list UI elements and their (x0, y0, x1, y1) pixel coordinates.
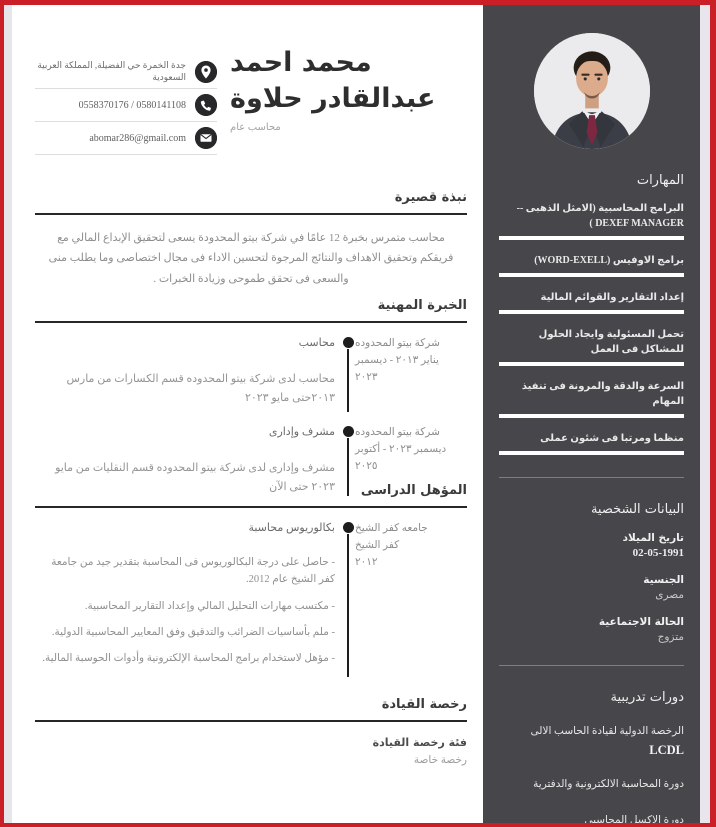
skill-item: السرعة والدقة والمرونة فى تنفيذ المهام (499, 379, 684, 418)
course-item: دورة المحاسبة الالكترونية والدفترية (533, 778, 684, 790)
summary-text: محاسب متمرس بخبرة 12 عامًا في شركة بيتو المحدودة يسعى لتحقيق الإبداع المالي مع فريقكم وتحقيق الاهداف والنتائج المرجوة لتحسين الاداء فى مجال اختصاصى وما يطلب منى والسعى فى تحقق طموحى وزيادة الخبرات . (48, 232, 454, 285)
nationality-value: مصرى (655, 590, 684, 601)
education-bullet: - مكتسب مهارات التحليل المالي وإعداد التقارير المحاسبية. (39, 598, 335, 615)
job-role: محاسب (298, 337, 335, 349)
skill-level-bar (499, 451, 684, 455)
skill-item: تحمل المسئولية وايجاد الحلول للمشاكل فى العمل (499, 327, 684, 366)
personal-item (499, 532, 684, 559)
phone-icon (195, 94, 217, 116)
university-name: جامعه كفر الشيخ (355, 523, 428, 534)
skill-level-bar (499, 414, 684, 418)
license-category-label: فئة رخصة القيادة (372, 736, 467, 749)
right-margin-strip (700, 5, 710, 823)
skill-item: إعداد التقارير والقوائم المالية (499, 290, 684, 314)
personal-item (499, 616, 684, 643)
skills-title: المهارات (636, 173, 684, 188)
license-title: رخصة القيادة (381, 697, 467, 712)
education-bullet: - ملم بأساسيات الضرائب والتدقيق وفق المعايير المحاسبية الدولية. (39, 624, 335, 641)
profile-photo (534, 33, 650, 149)
education-title: المؤهل الدراسى (360, 483, 467, 498)
contact-phone-row (35, 89, 217, 122)
skill-item: البرامج المحاسبية (الامثل الذهبى --DEXEF MANAGER ) (499, 201, 684, 240)
section-divider (35, 506, 467, 508)
job-role: مشرف وإدارى (268, 426, 335, 438)
section-summary (35, 190, 467, 289)
skill-item: منظما ومرتبا فى شئون عملى (499, 431, 684, 455)
section-education (35, 483, 467, 677)
skill-level-bar (499, 273, 684, 277)
contact-email-row (35, 122, 217, 155)
section-divider (35, 321, 467, 323)
contact-block (35, 55, 217, 155)
company-name: شركة بيتو المحدوده (355, 338, 440, 349)
birthdate-value: 02-05-1991 (632, 547, 684, 559)
phone-text: 0580141108 / 0558370176 (78, 99, 186, 111)
education-bullet: - مؤهل لاستخدام برامج المحاسبة الإلكترونية وأدوات الحوسبة المالية. (39, 650, 335, 667)
employment-dates: ديسمبر ٢٠٢٣ - أكتوبر ٢٠٢٥ (355, 443, 447, 472)
course-item: الرخصة الدولية لقيادة الحاسب الالى LCDL (499, 724, 684, 758)
courses-title: دورات تدريبية (610, 690, 684, 705)
sidebar (483, 5, 700, 826)
timeline-line (347, 534, 349, 677)
timeline-line (347, 349, 349, 412)
section-divider (35, 213, 467, 215)
main-column (12, 5, 483, 823)
candidate-name: محمد احمد عبدالقادر حلاوة (230, 47, 436, 114)
education-bullet: - حاصل على درجة البكالوريوس فى المحاسبة بتقدير جيد من جامعة كفر الشيخ عام 2012. (39, 554, 335, 589)
birthdate-label: تاريخ الميلاد (622, 532, 684, 544)
license-category-value: رخصة خاصة (413, 755, 467, 766)
left-margin-strip (4, 5, 12, 823)
skill-level-bar (499, 362, 684, 366)
section-divider (35, 720, 467, 722)
degree-name: بكالوريوس محاسبة (248, 522, 335, 534)
job-description: محاسب لدى شركة بيتو المحدوده قسم الكسارات من مارس ٢٠١٣حتى مايو ٢٠٢٣ (66, 373, 335, 404)
section-driving-license (35, 697, 467, 766)
personal-data-title: البيانات الشخصية (590, 502, 684, 517)
course-item: دورة الاكسل المحاسبى (584, 814, 684, 826)
timeline (341, 336, 355, 412)
nationality-label: الجنسية (643, 574, 684, 586)
skill-item: برامج الاوفيس (WORD-EXELL) (499, 253, 684, 277)
experience-title: الخبرة المهنية (377, 298, 467, 313)
address-text: جدة الخمرة حي الفضيلة, المملكة العربية السعودية (37, 60, 186, 82)
candidate-job-title: محاسب عام (230, 122, 281, 134)
section-experience (35, 298, 467, 496)
job-description: مشرف وإدارى لدى شركة بيتو المحدوده قسم النقليات من مايو ٢٠٢٣ حتى الآن (55, 462, 335, 493)
timeline (341, 521, 355, 677)
graduation-year: ٢٠١٢ (355, 556, 378, 568)
skill-level-bar (499, 310, 684, 314)
university-location: كفر الشيخ (355, 539, 400, 551)
timeline-dot-icon (343, 522, 354, 533)
avatar (534, 33, 650, 149)
timeline-dot-icon (343, 337, 354, 348)
education-entry (35, 521, 467, 677)
course-acronym: LCDL (649, 742, 684, 757)
envelope-icon (195, 127, 217, 149)
marital-status-value: متزوج (657, 632, 684, 643)
sidebar-divider (499, 665, 684, 666)
sidebar-divider (499, 477, 684, 478)
timeline-dot-icon (343, 426, 354, 437)
company-name: شركة بيتو المحدوده (355, 427, 440, 438)
employment-dates: يناير ٢٠١٣ - ديسمبر ٢٠٢٣ (355, 354, 439, 383)
experience-entry (35, 336, 467, 412)
contact-address-row (35, 55, 217, 89)
marital-status-label: الحالة الاجتماعية (598, 616, 684, 628)
summary-title: نبذة قصيرة (394, 190, 467, 205)
skill-level-bar (499, 236, 684, 240)
personal-item (499, 574, 684, 601)
education-bullet-list (39, 554, 335, 668)
location-pin-icon (195, 61, 217, 83)
name-block (230, 45, 480, 133)
email-text: abomar286@gmail.com (89, 132, 186, 144)
